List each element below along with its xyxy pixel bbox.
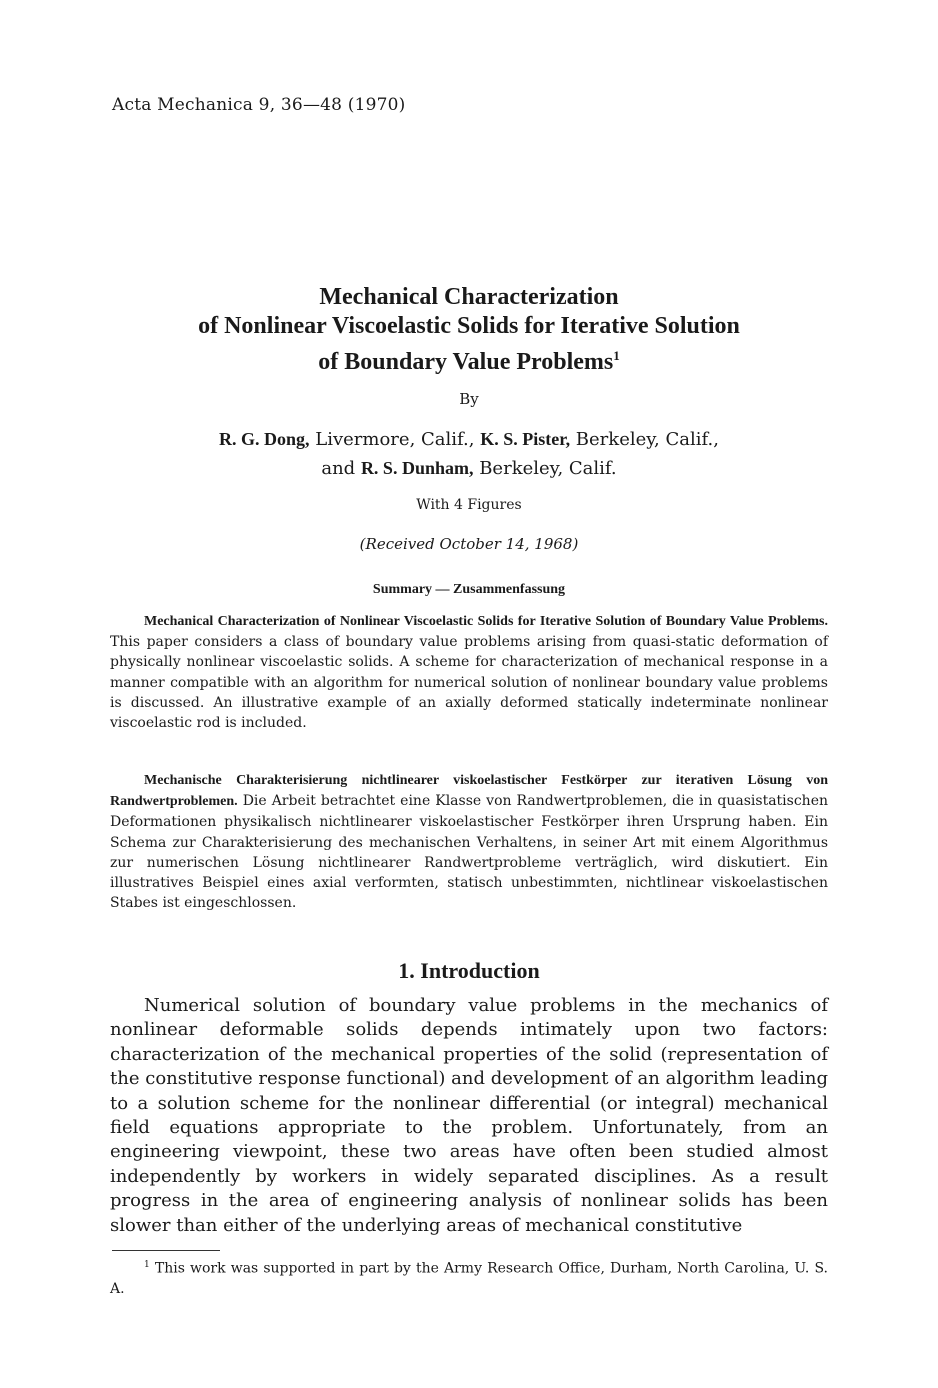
- author-affiliation: Livermore, Calif.,: [309, 429, 475, 450]
- abstract-german: [110, 770, 828, 913]
- title-line-3: [0, 341, 938, 377]
- abstract-english-title: Mechanical Characterization of Nonlinear Viscoelastic Solids for Iterative Solution of Boundary Value Problems.: [144, 614, 828, 629]
- authors: [0, 425, 938, 483]
- abstract-german-text: Die Arbeit betrachtet eine Klasse von Randwertproblemen, die in quasistatischen Deformationen physikalisch nichtlinearer viskoelastischer Festkörper ihren Ursprung haben. Ein Schema zur Charakterisierung des mechanischen Verhaltens, in seiner Art mit einem Algorithmus zur numerischen Lösung nichtlinearer Randwertprobleme verträglich, wird diskutiert. Ein illustratives Beispiel eines axial verformten, statisch unbestimmten, nichtlinear viskoelastischen Stabes ist eingeschlossen.: [110, 793, 828, 912]
- footnote-divider: [112, 1250, 220, 1251]
- authors-and: and: [321, 458, 361, 479]
- introduction-paragraph: Numerical solution of boundary value problems in the mechanics of nonlinear deformable solids depends intimately upon two factors: characterization of the mechanical properties of the solid (representation of the constitutive response functional) and development of an algorithm leading to a solution scheme for the nonlinear differential (or integral) mechanical field equations appropriate to the problem. Unfortunately, from an engineering viewpoint, these two areas have often been studied almost independently by workers in widely separated disciplines. As a result progress in the area of engineering analysis of nonlinear solids has been slower than either of the underlying areas of mechanical constitutive: [110, 995, 828, 1236]
- section-heading: 1. Introduction: [398, 958, 540, 983]
- title-line-2: of Nonlinear Viscoelastic Solids for Iterative Solution: [198, 313, 740, 339]
- author-affiliation: Berkeley, Calif.,: [570, 429, 719, 450]
- authors-line-2: [0, 454, 938, 483]
- abstract-english-text: This paper considers a class of boundary value problems arising from quasi-static deformation of physically nonlinear viscoelastic solids. A scheme for characterization of mechanical response in a manner compatible with an algorithm for numerical solution of nonlinear boundary value problems is discussed. An illustrative example of an axially deformed statically indeterminate nonlinear viscoelastic rod is included.: [110, 634, 828, 732]
- footnote-text: This work was supported in part by the Army Research Office, Durham, North Carolina, U. S. A.: [110, 1260, 828, 1297]
- abstract-german-title: Mechanische Charakterisierung nichtlinearer viskoelastischer Festkörper zur iterativen Lösung von Randwertproblemen.: [110, 773, 828, 810]
- author-name: K. S. Pister,: [480, 429, 571, 449]
- abstract-english: [110, 611, 828, 733]
- figures-note: With 4 Figures: [416, 497, 522, 513]
- author-name: R. G. Dong,: [219, 429, 310, 449]
- by-label: By: [459, 390, 479, 408]
- author-affiliation: Berkeley, Calif.: [473, 458, 617, 479]
- paper-title: [0, 283, 938, 377]
- title-footnote-mark: 1: [613, 348, 620, 363]
- received-date: (Received October 14, 1968): [359, 535, 579, 553]
- footnote: [110, 1255, 828, 1299]
- authors-line-1: [0, 425, 938, 454]
- journal-citation: Acta Mechanica 9, 36—48 (1970): [112, 95, 406, 115]
- footnote-mark: 1: [144, 1260, 150, 1270]
- title-line-3-text: of Boundary Value Problems: [318, 349, 614, 375]
- author-name: R. S. Dunham,: [360, 458, 474, 478]
- summary-heading: Summary — Zusammenfassung: [372, 582, 566, 597]
- title-line-1: Mechanical Characterization: [319, 284, 619, 310]
